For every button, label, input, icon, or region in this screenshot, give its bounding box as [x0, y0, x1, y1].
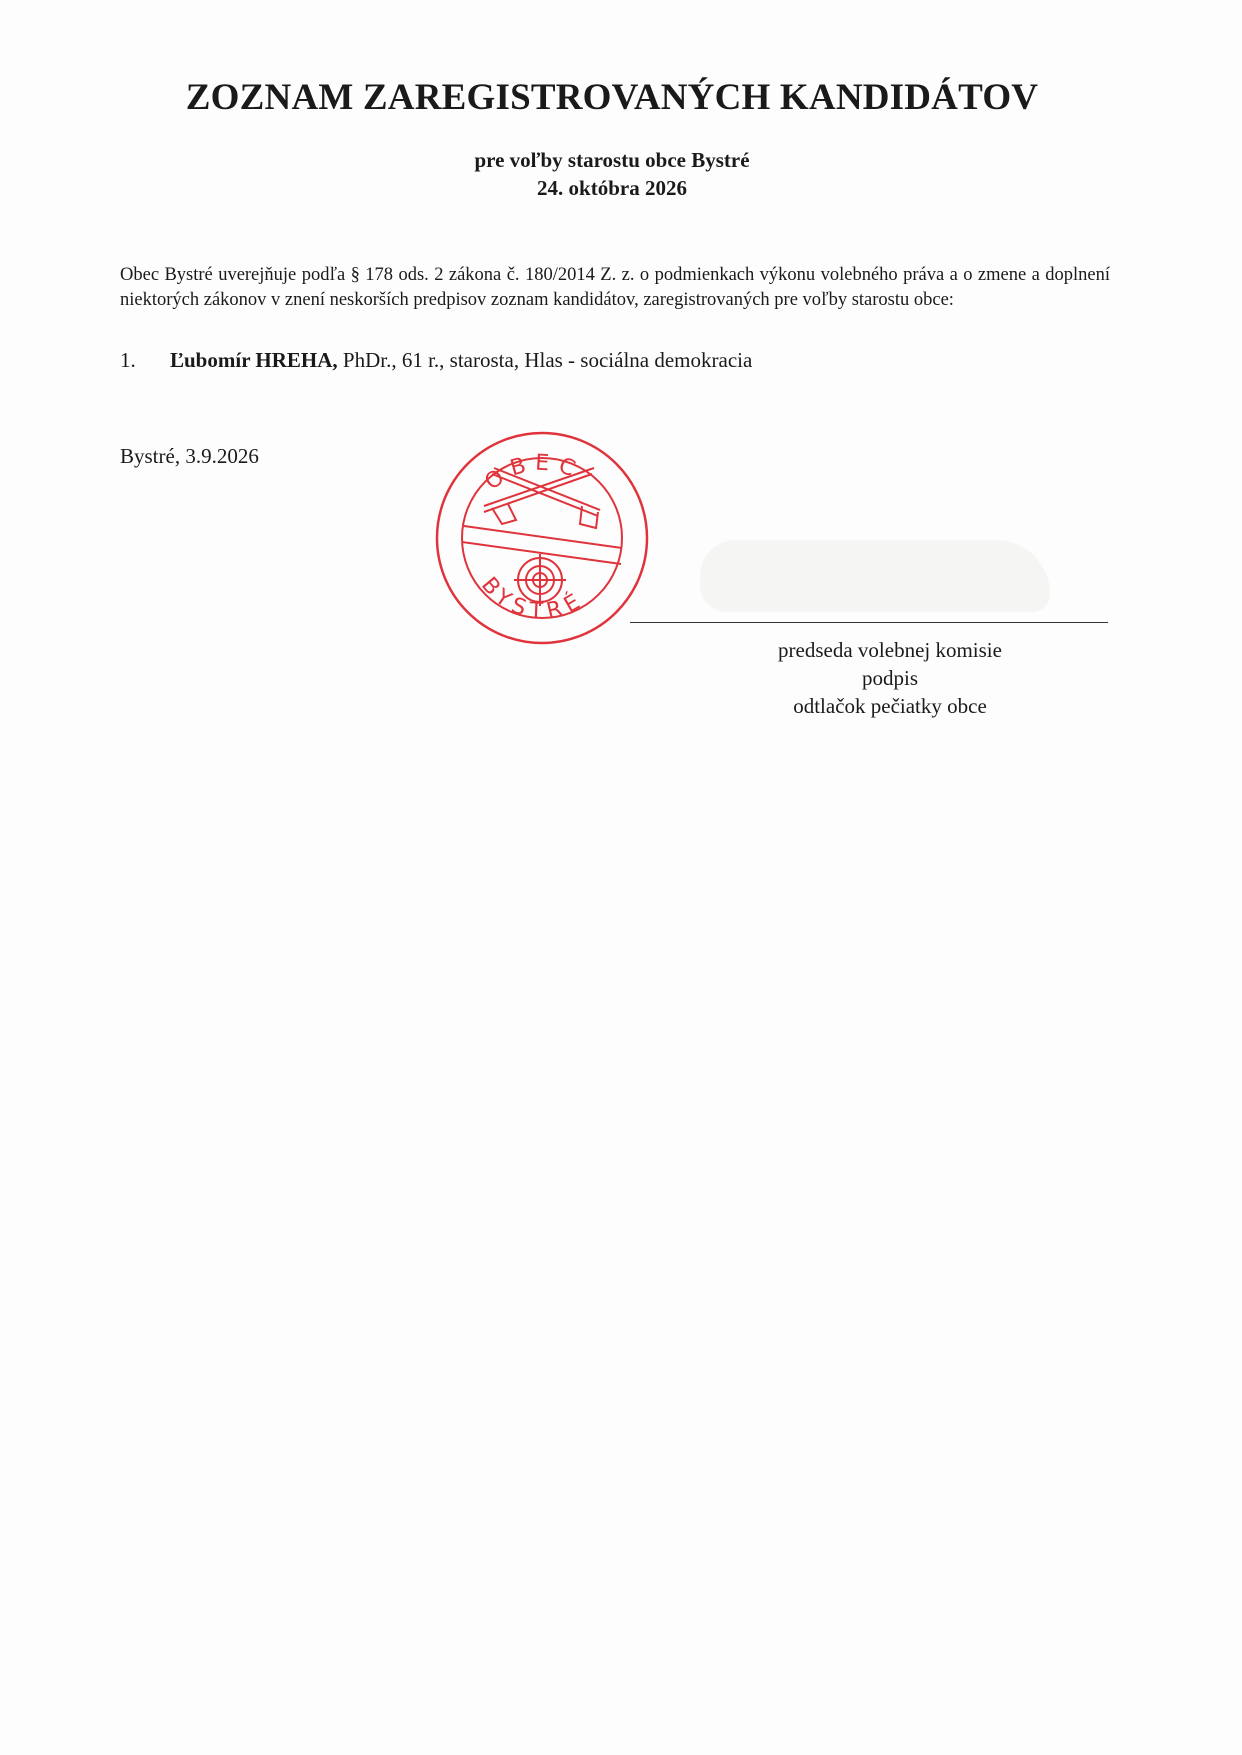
subtitle-election: pre voľby starostu obce Bystré: [474, 148, 750, 172]
subtitle-date: 24. októbra 2026: [537, 176, 687, 200]
stamp-text-bottom: BYSTRÉ: [476, 572, 590, 625]
intro-paragraph: Obec Bystré uverejňuje podľa § 178 ods. 2 zákona č. 180/2014 Z. z. o podmienkach výkonu volebného práva a o zmene a doplnení niektorých zákonov v znení neskorších predpisov zoznam kandidátov, zaregistrovaných pre voľby starostu obce:: [120, 264, 1110, 310]
candidate-item: [120, 346, 1120, 374]
signature-role: predseda volebnej komisie: [778, 638, 1002, 662]
document-title: ZOZNAM ZAREGISTROVANÝCH KANDIDÁTOV: [185, 77, 1039, 118]
signature-area: [700, 540, 1050, 612]
stamp-text-top: OBEC: [480, 450, 586, 496]
place-date: Bystré, 3.9.2026: [120, 444, 259, 468]
signature-caption: [730, 636, 1050, 720]
municipality-stamp: [432, 428, 652, 648]
candidate-name: Ľubomír HREHA,: [170, 348, 338, 372]
candidate-number: 1.: [120, 348, 136, 372]
document-subtitle: [0, 146, 1224, 202]
stamp-label: odtlačok pečiatky obce: [793, 694, 987, 718]
signature-label: podpis: [861, 666, 918, 690]
signature-line: [630, 622, 1108, 623]
candidate-details: PhDr., 61 r., starosta, Hlas - sociálna demokracia: [337, 348, 753, 372]
